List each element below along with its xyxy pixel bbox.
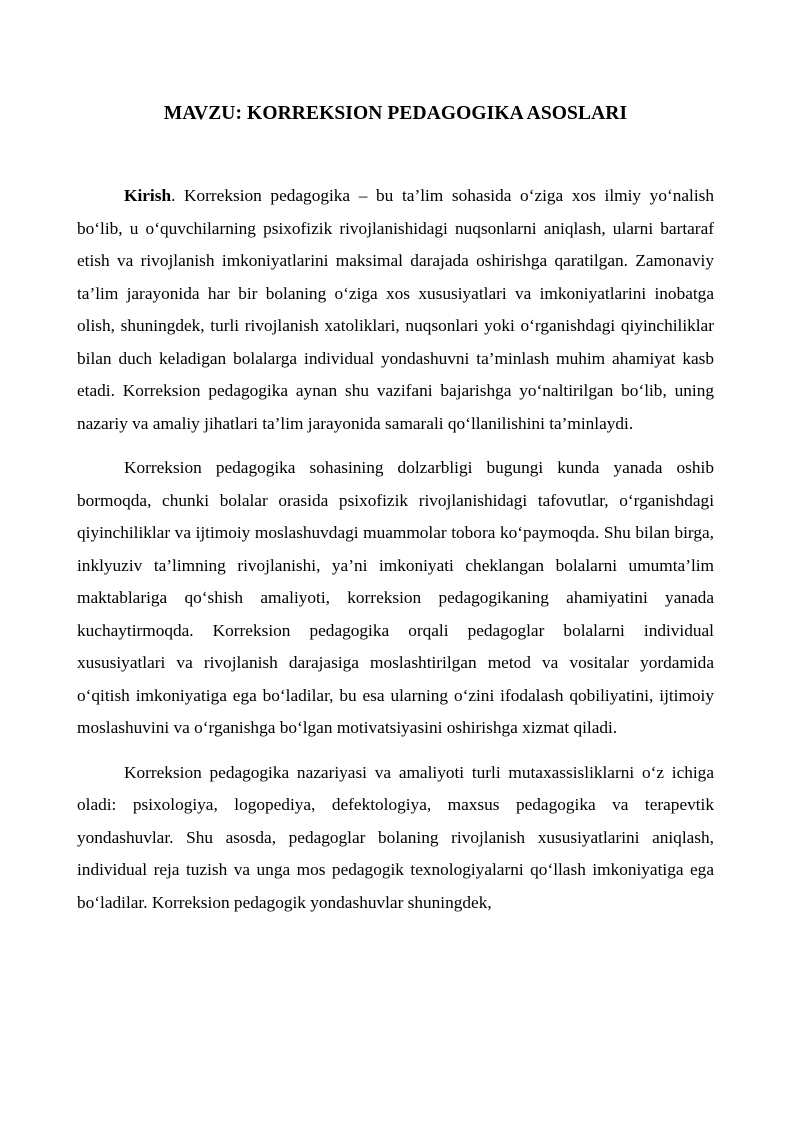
paragraph-relevance: Korreksion pedagogika sohasining dolzarbligi bugungi kunda yanada oshib bormoqda, chunki bolalar orasida psixofizik rivojlanishidagi tafovutlar, o‘rganishdagi qiyinchiliklar va ijtimoiy moslashuvdagi muammolar tobora ko‘paymoqda. Shu bilan birga, inklyuziv ta’limning rivojlanishi, ya’ni imkoniyati cheklangan bolalarni umumta’lim maktablariga qo‘shish amaliyoti, korreksion pedagogikaning ahamiyatini yanada kuchaytirmoqda. Korreksion pedagogika orqali pedagoglar bolalarni individual xususiyatlari va rivojlanish darajasiga moslashtirilgan metod va vositalar yordamida o‘qitish imkoniyatiga ega bo‘ladilar, bu esa ularning o‘zini ifodalash qobiliyatini, ijtimoiy moslashuvini va o‘rganishga bo‘lgan motivatsiyasini oshirishga xizmat qiladi. — [77, 458, 714, 737]
paragraph-theory-practice: Korreksion pedagogika nazariyasi va amaliyoti turli mutaxassisliklarni o‘z ichiga oladi: psixologiya, logopediya, defektologiya, maxsus pedagogika va terapevtik yondashuvlar. Shu asosda, pedagoglar bolaning rivojlanish xususiyatlarini aniqlash, individual reja tuzish va unga mos pedagogik texnologiyalarni qo‘llash imkoniyatiga ega bo‘ladilar. Korreksion pedagogik yondashuvlar shuningdek, — [77, 762, 714, 912]
document-title: MAVZU: KORREKSION PEDAGOGIKA ASOSLARI — [163, 103, 628, 124]
paragraph-introduction — [77, 180, 714, 440]
paragraph-text: . Korreksion pedagogika – bu ta’lim sohasida o‘ziga xos ilmiy yo‘nalish bo‘lib, u o‘quvchilarning psixofizik rivojlanishidagi nuqsonlarni aniqlash, ularni bartaraf etish va rivojlanish imkoniyatlarini maksimal darajada oshirishga qaratilgan. Zamonaviy ta’lim jarayonida har bir bolaning o‘ziga xos xususiyatlari va imkoniyatlarini inobatga olish, shuningdek, turli rivojlanish xatoliklari, nuqsonlari yoki o‘rganishdagi qiyinchiliklar bilan duch keladigan bolalarga individual yondashuvni ta’minlash muhim ahamiyat kasb etadi. Korreksion pedagogika aynan shu vazifani bajarishga yo‘naltirilgan bo‘lib, uning nazariy va amaliy jihatlari ta’lim jarayonida samarali qo‘llanilishini ta’minlaydi. — [77, 186, 714, 433]
paragraph-lead-word: Kirish — [124, 186, 172, 205]
